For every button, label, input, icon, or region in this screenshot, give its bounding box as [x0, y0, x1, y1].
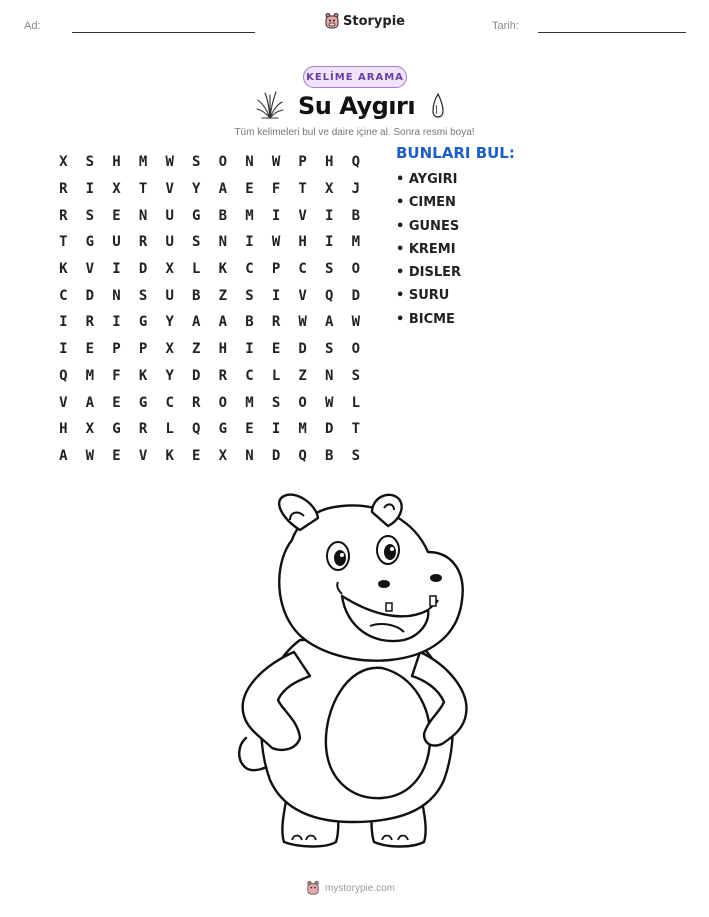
grid-letter[interactable]: G [138, 314, 148, 331]
grid-letter[interactable]: I [59, 314, 68, 331]
grid-letter[interactable]: S [325, 261, 334, 278]
grid-letter[interactable]: Z [192, 341, 201, 358]
grid-letter[interactable]: O [351, 341, 361, 358]
grid-letter[interactable]: C [298, 261, 307, 278]
grid-letter[interactable]: W [165, 154, 174, 171]
grid-letter[interactable]: M [85, 367, 95, 384]
grid-letter[interactable]: C [245, 261, 254, 278]
grid-letter[interactable]: M [245, 207, 254, 224]
grid-letter[interactable]: S [85, 207, 95, 224]
grid-letter[interactable]: N [325, 367, 334, 384]
grid-letter[interactable]: D [298, 341, 307, 358]
grid-letter[interactable]: H [59, 421, 68, 438]
grid-letter[interactable]: L [192, 261, 201, 278]
word-search-grid[interactable] [50, 149, 369, 469]
grid-letter[interactable]: N [245, 154, 254, 171]
grid-letter[interactable]: K [59, 261, 68, 278]
word-list-item: • BICME [396, 311, 455, 327]
grid-row [50, 256, 369, 283]
grid-letter[interactable]: Q [59, 367, 68, 384]
date-label: Tarih: [492, 20, 519, 32]
grid-letter[interactable]: D [192, 367, 201, 384]
grid-letter[interactable]: A [218, 181, 228, 198]
grid-letter[interactable]: P [112, 341, 121, 358]
grid-letter[interactable]: T [351, 421, 361, 438]
grid-letter[interactable]: B [245, 314, 254, 331]
grid-letter[interactable]: E [85, 341, 95, 358]
grid-letter[interactable]: P [138, 341, 148, 358]
grid-letter[interactable]: K [165, 447, 174, 464]
grid-letter[interactable]: G [138, 394, 148, 411]
grid-letter[interactable]: W [271, 154, 281, 171]
grid-letter[interactable]: S [192, 234, 201, 251]
grid-letter[interactable]: K [218, 261, 228, 278]
grid-letter[interactable]: A [85, 394, 95, 411]
grid-letter[interactable]: G [112, 421, 121, 438]
grid-row [50, 149, 369, 176]
grid-letter[interactable]: E [192, 447, 201, 464]
grid-letter[interactable]: T [138, 181, 148, 198]
name-label: Ad: [24, 20, 41, 32]
grid-letter[interactable]: K [138, 367, 148, 384]
word-list-item: • KREMI [396, 241, 456, 257]
grid-row [50, 443, 369, 470]
grid-letter[interactable]: R [138, 234, 148, 251]
grid-letter[interactable]: S [325, 341, 334, 358]
grid-letter[interactable]: Z [218, 287, 228, 304]
grid-letter[interactable]: B [325, 447, 334, 464]
grid-letter[interactable]: V [165, 181, 174, 198]
grid-letter[interactable]: O [218, 154, 228, 171]
grid-letter[interactable]: S [351, 447, 361, 464]
grid-letter[interactable]: A [218, 314, 228, 331]
grid-letter[interactable]: L [351, 394, 361, 411]
grid-letter[interactable]: D [351, 287, 361, 304]
grid-letter[interactable]: N [112, 287, 121, 304]
grid-letter[interactable]: D [85, 287, 95, 304]
grid-letter[interactable]: V [298, 287, 307, 304]
grid-letter[interactable]: R [218, 367, 228, 384]
grid-letter[interactable]: N [218, 234, 228, 251]
activity-badge: KELİME ARAMA [303, 66, 407, 88]
grid-row [50, 282, 369, 309]
grid-letter[interactable]: V [298, 207, 307, 224]
word-list-item: • SURU [396, 288, 450, 304]
grid-letter[interactable]: N [138, 207, 148, 224]
grid-letter[interactable]: E [112, 207, 121, 224]
instructions: Tüm kelimeleri bul ve daire içine al. Sonra resmi boya! [234, 127, 475, 138]
grid-letter[interactable]: W [85, 447, 95, 464]
word-list-title: BUNLARI BUL: [396, 144, 515, 162]
grid-letter[interactable]: W [298, 314, 307, 331]
brand [324, 12, 405, 30]
grid-letter[interactable]: G [192, 207, 201, 224]
grid-letter[interactable]: O [298, 394, 307, 411]
grid-letter[interactable]: H [218, 341, 228, 358]
grid-letter[interactable]: U [112, 234, 121, 251]
grid-letter[interactable]: A [59, 447, 68, 464]
grid-letter[interactable]: I [245, 341, 254, 358]
grid-row [50, 336, 369, 363]
grid-letter[interactable]: U [165, 234, 174, 251]
name-line[interactable] [72, 32, 255, 33]
grid-letter[interactable]: X [325, 181, 334, 198]
grid-letter[interactable]: E [271, 341, 281, 358]
storypie-logo-icon [306, 880, 320, 896]
grid-letter[interactable]: G [85, 234, 95, 251]
footer [306, 880, 395, 896]
grid-letter[interactable]: V [138, 447, 148, 464]
grid-letter[interactable]: I [245, 234, 254, 251]
grid-letter[interactable]: X [59, 154, 68, 171]
tooth-icon [430, 93, 446, 119]
grid-letter[interactable]: E [245, 421, 254, 438]
grid-letter[interactable]: B [218, 207, 228, 224]
grid-letter[interactable]: B [192, 287, 201, 304]
grid-letter[interactable]: E [245, 181, 254, 198]
grid-letter[interactable]: D [138, 261, 148, 278]
grid-letter[interactable]: I [325, 207, 334, 224]
grid-letter[interactable]: I [271, 421, 281, 438]
grid-letter[interactable]: N [245, 447, 254, 464]
grid-letter[interactable]: W [351, 314, 361, 331]
grid-letter[interactable]: A [325, 314, 334, 331]
grid-letter[interactable]: Q [298, 447, 307, 464]
grid-letter[interactable]: Z [298, 367, 307, 384]
word-list-item: • AYGIRI [396, 172, 458, 187]
grid-letter[interactable]: R [85, 314, 95, 331]
date-line[interactable] [538, 32, 686, 33]
grid-letter[interactable]: M [245, 394, 254, 411]
grid-letter[interactable]: L [271, 367, 281, 384]
grid-letter[interactable]: S [351, 367, 361, 384]
grid-letter[interactable]: W [325, 394, 334, 411]
grid-letter[interactable]: V [85, 261, 95, 278]
grid-letter[interactable]: Y [165, 367, 174, 384]
grid-letter[interactable]: I [325, 234, 334, 251]
grid-letter[interactable]: U [165, 287, 174, 304]
grid-letter[interactable]: X [112, 181, 121, 198]
grid-letter[interactable]: Q [192, 421, 201, 438]
grid-letter[interactable]: C [59, 287, 68, 304]
grid-letter[interactable]: Q [325, 287, 334, 304]
grid-letter[interactable]: M [298, 421, 307, 438]
grid-letter[interactable]: Y [165, 314, 174, 331]
grid-letter[interactable]: E [112, 394, 121, 411]
grid-letter[interactable]: L [165, 421, 174, 438]
grid-letter[interactable]: O [351, 261, 361, 278]
grid-letter[interactable]: H [325, 154, 334, 171]
word-list-item: • CIMEN [396, 195, 456, 211]
grid-letter[interactable]: P [298, 154, 307, 171]
grid-letter[interactable]: S [85, 154, 95, 171]
grid-letter[interactable]: R [138, 421, 148, 438]
grid-row [50, 363, 369, 390]
grid-letter[interactable]: D [271, 447, 281, 464]
page-title: Su Aygırı [298, 92, 416, 120]
grid-letter[interactable]: R [59, 207, 68, 224]
grid-letter[interactable]: I [59, 341, 68, 358]
grid-letter[interactable]: H [112, 154, 121, 171]
grid-letter[interactable]: I [271, 287, 281, 304]
word-list-item: • GUNES [396, 218, 460, 234]
grid-letter[interactable]: P [271, 261, 281, 278]
grid-letter[interactable]: Q [351, 154, 361, 171]
grid-letter[interactable]: C [165, 394, 174, 411]
grid-letter[interactable]: F [112, 367, 121, 384]
grid-letter[interactable]: C [245, 367, 254, 384]
grid-letter[interactable]: E [112, 447, 121, 464]
brand-name: Storypie [343, 13, 405, 29]
grid-letter[interactable]: B [351, 207, 361, 224]
footer-site[interactable]: mystorypie.com [325, 882, 396, 894]
grid-letter[interactable]: R [271, 314, 281, 331]
grid-letter[interactable]: F [271, 181, 281, 198]
grid-letter[interactable]: R [192, 394, 201, 411]
grid-letter[interactable]: T [298, 181, 307, 198]
grid-letter[interactable]: A [192, 314, 201, 331]
grid-letter[interactable]: I [112, 314, 121, 331]
grid-letter[interactable]: T [59, 234, 68, 251]
grid-row [50, 416, 369, 443]
grid-letter[interactable]: M [138, 154, 148, 171]
word-list [396, 170, 461, 333]
grid-letter[interactable]: O [218, 394, 228, 411]
grid-letter[interactable]: J [351, 181, 361, 198]
word-list-item: • DISLER [396, 265, 461, 281]
grid-letter[interactable]: W [271, 234, 281, 251]
grid-row [50, 309, 369, 336]
grid-row [50, 229, 369, 256]
grid-letter[interactable]: H [298, 234, 307, 251]
grid-letter[interactable]: X [165, 261, 174, 278]
grid-letter[interactable]: U [165, 207, 174, 224]
grid-letter[interactable]: Y [192, 181, 201, 198]
grid-letter[interactable]: I [112, 261, 121, 278]
grid-letter[interactable]: G [218, 421, 228, 438]
grid-letter[interactable]: S [271, 394, 281, 411]
grid-letter[interactable]: X [165, 341, 174, 358]
grid-row [50, 176, 369, 203]
grid-letter[interactable]: I [271, 207, 281, 224]
grid-letter[interactable]: I [85, 181, 95, 198]
grid-row [50, 202, 369, 229]
storypie-logo-icon [324, 12, 340, 30]
grid-letter[interactable]: X [218, 447, 228, 464]
grid-letter[interactable]: M [351, 234, 361, 251]
grid-letter[interactable]: S [138, 287, 148, 304]
hippo-illustration [230, 488, 470, 850]
grid-letter[interactable]: V [59, 394, 68, 411]
grid-row [50, 389, 369, 416]
grass-icon [256, 90, 284, 120]
grid-letter[interactable]: R [59, 181, 68, 198]
grid-letter[interactable]: S [245, 287, 254, 304]
grid-letter[interactable]: D [325, 421, 334, 438]
grid-letter[interactable]: S [192, 154, 201, 171]
grid-letter[interactable]: X [85, 421, 95, 438]
